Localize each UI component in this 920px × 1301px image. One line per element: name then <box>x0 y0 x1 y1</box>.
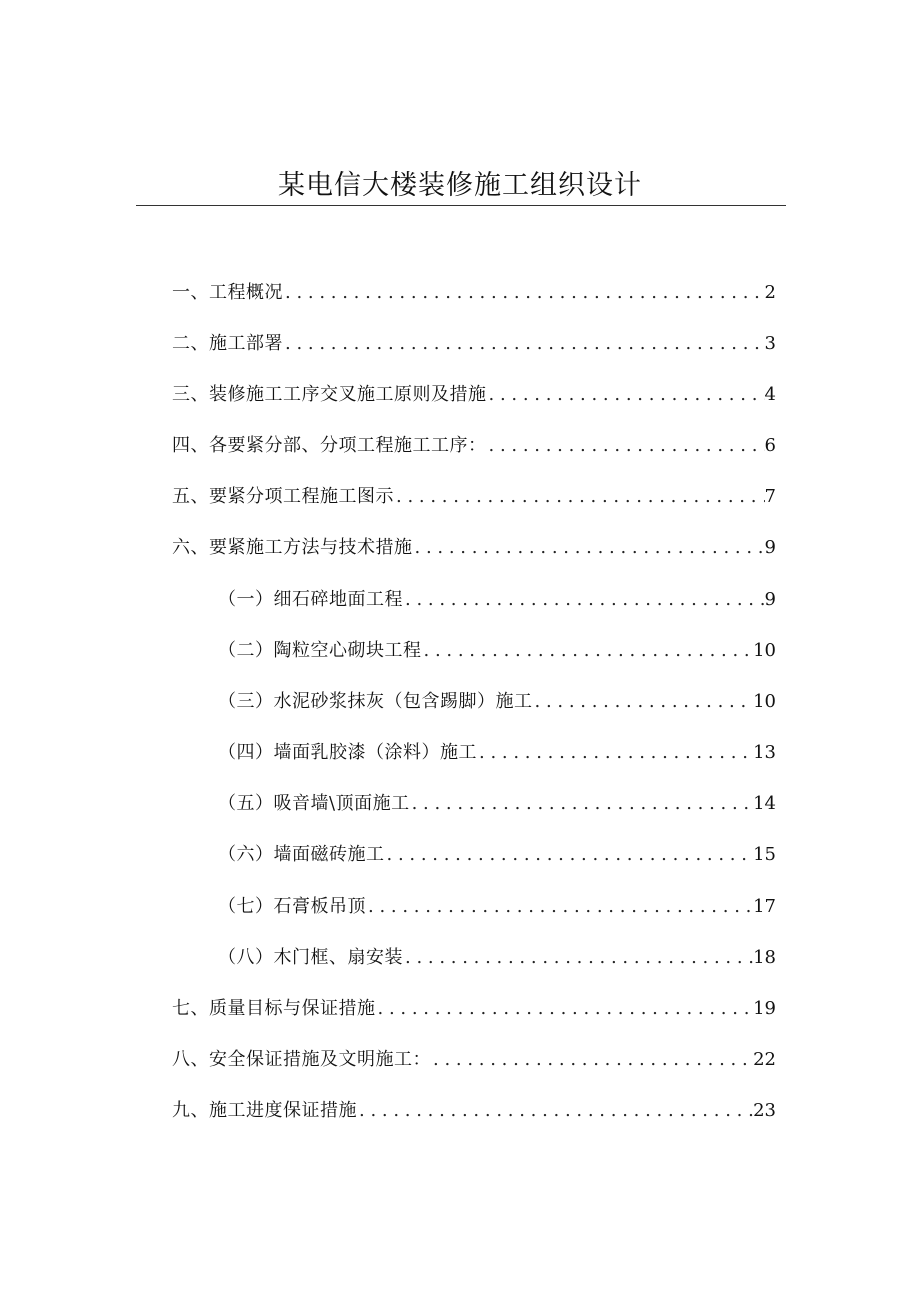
toc-page-number: 22 <box>753 1049 776 1070</box>
toc-page-number: 7 <box>764 486 776 507</box>
toc-subentry-2[interactable] <box>218 636 776 666</box>
toc-dot-leader <box>357 1096 753 1126</box>
toc-dot-leader <box>403 585 765 615</box>
toc-dot-leader <box>431 1045 753 1075</box>
toc-subentry-7[interactable] <box>218 892 776 922</box>
toc-page-number: 17 <box>753 896 776 917</box>
toc-entry-label: 五、要紧分项工程施工图示 <box>172 486 394 507</box>
toc-entry-label: 六、要紧施工方法与技术措施 <box>172 537 413 558</box>
toc-page-number: 23 <box>753 1100 776 1121</box>
toc-page-number: 15 <box>753 844 776 865</box>
toc-dot-leader <box>385 840 754 870</box>
toc-entry-label: （二）陶粒空心砌块工程 <box>218 640 422 661</box>
toc-page-number: 2 <box>764 282 776 303</box>
toc-entry-4[interactable] <box>172 431 776 461</box>
title-underline <box>136 205 786 206</box>
toc-entry-1[interactable] <box>172 278 776 308</box>
toc-entry-label: （一）细石碎地面工程 <box>218 589 403 610</box>
toc-page-number: 9 <box>764 537 776 558</box>
toc-page-number: 6 <box>764 435 776 456</box>
toc-entry-label: 一、工程概况 <box>172 282 283 303</box>
toc-page-number: 4 <box>764 384 776 405</box>
toc-dot-leader <box>283 278 765 308</box>
toc-page-number: 14 <box>753 793 776 814</box>
toc-subentry-5[interactable] <box>218 789 776 819</box>
toc-entry-label: 三、装修施工工序交叉施工原则及措施 <box>172 384 487 405</box>
toc-dot-leader <box>283 329 765 359</box>
toc-entry-label: 七、质量目标与保证措施 <box>172 998 376 1019</box>
toc-dot-leader <box>376 994 754 1024</box>
toc-page-number: 10 <box>753 691 776 712</box>
toc-subentry-4[interactable] <box>218 738 776 768</box>
toc-entry-2[interactable] <box>172 329 776 359</box>
toc-page-number: 18 <box>753 947 776 968</box>
toc-dot-leader <box>487 431 765 461</box>
toc-subentry-1[interactable] <box>218 585 776 615</box>
toc-page-number: 19 <box>753 998 776 1019</box>
toc-entry-8[interactable] <box>172 1045 776 1075</box>
toc-entry-3[interactable] <box>172 380 776 410</box>
toc-entry-label: （五）吸音墙\顶面施工 <box>218 793 410 814</box>
toc-entry-label: 八、安全保证措施及文明施工： <box>172 1049 431 1070</box>
toc-entry-label: （三）水泥砂浆抹灰（包含踢脚）施工 <box>218 691 533 712</box>
toc-subentry-3[interactable] <box>218 687 776 717</box>
toc-page-number: 13 <box>753 742 776 763</box>
toc-entry-label: （七）石膏板吊顶 <box>218 896 366 917</box>
toc-dot-leader <box>487 380 765 410</box>
toc-subentry-6[interactable] <box>218 840 776 870</box>
toc-subentry-8[interactable] <box>218 943 776 973</box>
toc-dot-leader <box>422 636 754 666</box>
toc-dot-leader <box>410 789 754 819</box>
toc-dot-leader <box>366 892 753 922</box>
toc-entry-7[interactable] <box>172 994 776 1024</box>
toc-entry-label: 九、施工进度保证措施 <box>172 1100 357 1121</box>
toc-page-number: 3 <box>764 333 776 354</box>
toc-dot-leader <box>394 482 765 512</box>
toc-entry-label: （八）木门框、扇安装 <box>218 947 403 968</box>
toc-dot-leader <box>403 943 753 973</box>
toc-entry-label: （六）墙面磁砖施工 <box>218 844 385 865</box>
toc-entry-label: 二、施工部署 <box>172 333 283 354</box>
toc-page-number: 10 <box>753 640 776 661</box>
toc-entry-5[interactable] <box>172 482 776 512</box>
toc-page-number: 9 <box>764 589 776 610</box>
document-title: 某电信大楼装修施工组织设计 <box>278 170 642 201</box>
toc-entry-6[interactable] <box>172 533 776 563</box>
toc-dot-leader <box>533 687 754 717</box>
toc-entry-label: （四）墙面乳胶漆（涂料）施工 <box>218 742 477 763</box>
toc-dot-leader <box>477 738 753 768</box>
toc-entry-9[interactable] <box>172 1096 776 1126</box>
toc-entry-label: 四、各要紧分部、分项工程施工工序： <box>172 435 487 456</box>
toc-dot-leader <box>413 533 765 563</box>
